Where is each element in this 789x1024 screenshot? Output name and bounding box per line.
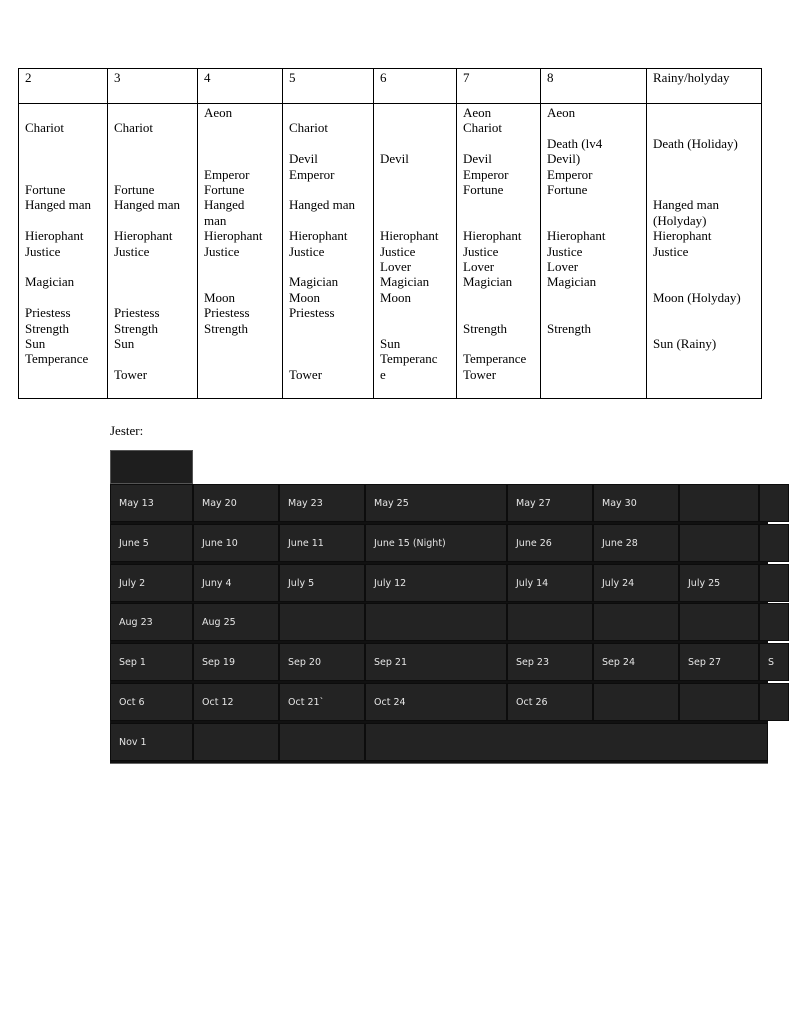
date-cell: June 11 (279, 524, 365, 562)
table-cell (457, 104, 541, 399)
divider (110, 763, 768, 764)
arcana-entry (289, 213, 367, 228)
arcana-entry (653, 274, 755, 289)
arcana-entry: Moon (289, 289, 321, 305)
arcana-entry: Hanged man (653, 197, 720, 213)
arcana-entry (463, 336, 534, 351)
date-cell: Aug 23 (110, 603, 193, 641)
date-cell: Sep 27 (679, 643, 759, 681)
arcana-entry (114, 274, 191, 289)
date-row (110, 564, 768, 602)
arcana-entry (289, 182, 367, 197)
date-row (110, 603, 768, 641)
arcana-entry (114, 151, 191, 166)
arcana-entry (114, 213, 191, 228)
header-cell: Rainy/holyday (647, 69, 762, 104)
arcana-entry: Devil (289, 151, 318, 167)
date-cell: Juny 4 (193, 564, 279, 602)
date-row (110, 723, 768, 761)
date-cell: July 14 (507, 564, 593, 602)
date-cell: Sep 1 (110, 643, 193, 681)
arcana-entry: Emperor (289, 166, 335, 182)
arcana-entry (25, 213, 101, 228)
date-cell: May 23 (279, 484, 365, 522)
table-row (19, 104, 762, 399)
date-cell (193, 723, 279, 761)
table-cell (19, 104, 108, 399)
arcana-entry (380, 167, 450, 182)
arcana-entry: Hanged man (25, 197, 92, 213)
date-cell: Oct 12 (193, 683, 279, 721)
arcana-entry (25, 259, 101, 274)
arcana-entry: Justice (25, 243, 61, 259)
arcana-entry (204, 136, 276, 151)
arcana-entry (463, 213, 534, 228)
arcana-entry (547, 290, 640, 305)
arcana-entry (114, 167, 191, 182)
arcana-entry: Justice (463, 243, 499, 259)
arcana-entry: Emperor (204, 166, 250, 182)
arcana-entry (289, 259, 367, 274)
arcana-entry: Magician (380, 274, 430, 290)
arcana-entry (463, 197, 534, 212)
arcana-entry: Hierophant (380, 228, 439, 244)
date-cell (507, 603, 593, 641)
arcana-entry (380, 305, 450, 320)
arcana-schedule-table (18, 68, 762, 399)
date-cell: May 27 (507, 484, 593, 522)
arcana-entry (380, 120, 450, 135)
date-cell: June 15 (Night) (365, 524, 507, 562)
arcana-entry (114, 105, 191, 120)
header-cell: 3 (108, 69, 198, 104)
table-cell (198, 104, 283, 399)
arcana-entry: Aeon (463, 105, 492, 120)
date-cell (759, 683, 789, 721)
date-row (110, 643, 775, 681)
date-cell (759, 484, 789, 522)
arcana-entry (380, 182, 450, 197)
date-cell: Sep 21 (365, 643, 507, 681)
arcana-entry: Justice (114, 243, 150, 259)
jester-date-grid (110, 484, 775, 764)
arcana-entry: Temperance (25, 351, 89, 367)
arcana-entry: Tower (114, 366, 148, 382)
arcana-entry: Priestess (114, 305, 160, 321)
arcana-entry: Sun (25, 335, 46, 351)
arcana-entry: Hierophant (25, 228, 84, 244)
arcana-entry: Fortune (25, 181, 66, 197)
arcana-entry: Justice (547, 243, 583, 259)
arcana-entry: Emperor (547, 166, 593, 182)
arcana-entry: Priestess (289, 305, 335, 321)
arcana-entry: Hierophant (204, 228, 263, 244)
arcana-entry (463, 136, 534, 151)
arcana-entry (653, 151, 755, 166)
arcana-entry: Hierophant (653, 228, 712, 244)
arcana-entry: Hierophant (289, 228, 348, 244)
date-cell: Oct 24 (365, 683, 507, 721)
date-cell: June 28 (593, 524, 679, 562)
date-cell (759, 524, 789, 562)
date-cell: Sep 24 (593, 643, 679, 681)
date-cell: Oct 21` (279, 683, 365, 721)
arcana-entry: Magician (25, 274, 75, 290)
date-cell: July 25 (679, 564, 759, 602)
date-cell (593, 683, 679, 721)
date-cell: July 12 (365, 564, 507, 602)
arcana-entry (653, 182, 755, 197)
arcana-entry (380, 213, 450, 228)
arcana-entry: Chariot (114, 120, 153, 136)
date-cell: May 20 (193, 484, 279, 522)
date-cell: Nov 1 (110, 723, 193, 761)
header-cell: 5 (283, 69, 374, 104)
arcana-entry: Emperor (463, 166, 509, 182)
jester-grid-corner (110, 450, 193, 484)
date-cell (679, 683, 759, 721)
arcana-entry: Lover (463, 259, 495, 275)
arcana-entry: Priestess (204, 305, 250, 321)
arcana-entry (380, 105, 450, 120)
date-cell (365, 603, 507, 641)
arcana-entry: Justice (653, 243, 689, 259)
arcana-entry (653, 105, 755, 120)
jester-label: Jester: (110, 423, 144, 438)
arcana-entry: Death (lv4 (547, 135, 603, 151)
arcana-entry (547, 120, 640, 135)
arcana-entry: Hanged man (114, 197, 181, 213)
arcana-entry: Priestess (25, 305, 71, 321)
arcana-entry: Devil (380, 151, 409, 167)
arcana-entry: Strength (25, 320, 70, 336)
arcana-entry (204, 151, 276, 166)
date-row (110, 524, 768, 562)
arcana-entry: Strength (114, 320, 159, 336)
arcana-entry (653, 321, 755, 336)
arcana-entry (289, 321, 367, 336)
arcana-entry (204, 259, 276, 274)
arcana-entry: Chariot (25, 120, 64, 136)
header-cell: 7 (457, 69, 541, 104)
header-cell: 8 (541, 69, 647, 104)
arcana-entry (380, 197, 450, 212)
arcana-entry: Fortune (204, 181, 245, 197)
date-cell: June 5 (110, 524, 193, 562)
arcana-entry: (Holyday) (653, 212, 707, 228)
table-cell (541, 104, 647, 399)
arcana-entry: Temperance (463, 351, 527, 367)
arcana-entry: man (204, 212, 227, 228)
arcana-entry (25, 105, 101, 120)
arcana-entry (114, 259, 191, 274)
arcana-entry (653, 259, 755, 274)
date-cell: Oct 26 (507, 683, 593, 721)
date-cell (279, 723, 365, 761)
date-cell: June 10 (193, 524, 279, 562)
date-cell (679, 603, 759, 641)
date-cell: July 5 (279, 564, 365, 602)
table-cell (283, 104, 374, 399)
arcana-entry: e (380, 366, 386, 382)
date-cell: May 30 (593, 484, 679, 522)
date-cell: July 24 (593, 564, 679, 602)
arcana-entry (25, 290, 101, 305)
arcana-entry: Death (Holiday) (653, 135, 738, 151)
date-cell (759, 564, 789, 602)
table-cell (647, 104, 762, 399)
arcana-entry: Tower (463, 366, 497, 382)
arcana-entry: Hanged man (289, 197, 356, 213)
arcana-entry: Magician (289, 274, 339, 290)
header-cell: 2 (19, 69, 108, 104)
date-cell: July 2 (110, 564, 193, 602)
arcana-entry (547, 305, 640, 320)
date-cell: Sep 19 (193, 643, 279, 681)
table-cell (374, 104, 457, 399)
arcana-entry: Strength (463, 320, 508, 336)
header-cell: 6 (374, 69, 457, 104)
arcana-entry (653, 120, 755, 135)
table-cell (108, 104, 198, 399)
date-row (110, 484, 768, 522)
arcana-entry: Moon (Holyday) (653, 289, 741, 305)
arcana-entry (289, 351, 367, 366)
arcana-entry (204, 274, 276, 289)
arcana-entry: Lover (547, 259, 579, 275)
arcana-entry: Fortune (463, 182, 504, 198)
arcana-entry: Justice (289, 243, 325, 259)
arcana-entry: Hierophant (114, 228, 173, 244)
arcana-entry (289, 105, 367, 120)
date-cell (759, 603, 789, 641)
arcana-entry: Strength (547, 320, 592, 336)
arcana-entry: Moon (204, 289, 236, 305)
date-cell (593, 603, 679, 641)
arcana-entry: Justice (204, 243, 240, 259)
arcana-entry: Devil (463, 151, 492, 167)
arcana-entry (653, 167, 755, 182)
arcana-entry: Magician (463, 274, 513, 290)
arcana-entry: Aeon (547, 105, 576, 120)
date-cell: June 26 (507, 524, 593, 562)
arcana-entry: Hierophant (463, 228, 522, 244)
arcana-entry (25, 167, 101, 182)
date-cell (279, 603, 365, 641)
arcana-entry (653, 305, 755, 320)
arcana-entry: Hanged (204, 197, 245, 213)
arcana-entry: Moon (380, 289, 412, 305)
date-cell: Sep 20 (279, 643, 365, 681)
date-cell: May 25 (365, 484, 507, 522)
arcana-entry: Aeon (204, 105, 233, 120)
arcana-entry (114, 351, 191, 366)
arcana-entry (463, 290, 534, 305)
date-row (110, 683, 768, 721)
arcana-entry (380, 321, 450, 336)
arcana-entry: Chariot (289, 120, 328, 136)
arcana-entry (25, 136, 101, 151)
arcana-entry (289, 136, 367, 151)
date-cell (365, 723, 768, 761)
table-header-row (19, 69, 762, 104)
date-cell: Sep 23 (507, 643, 593, 681)
arcana-entry: Tower (289, 366, 323, 382)
arcana-entry: Sun (114, 335, 135, 351)
date-cell (679, 524, 759, 562)
arcana-entry: Sun (380, 335, 401, 351)
arcana-entry (547, 213, 640, 228)
arcana-entry (289, 336, 367, 351)
date-cell (679, 484, 759, 522)
arcana-entry: Magician (547, 274, 597, 290)
arcana-entry: Devil) (547, 151, 581, 167)
arcana-entry: Lover (380, 258, 412, 274)
arcana-entry: Hierophant (547, 228, 606, 244)
arcana-entry (204, 120, 276, 135)
date-cell: May 13 (110, 484, 193, 522)
date-cell: Aug 25 (193, 603, 279, 641)
arcana-entry (114, 136, 191, 151)
arcana-entry: Sun (Rainy) (653, 335, 717, 351)
arcana-entry (547, 197, 640, 212)
arcana-entry: Strength (204, 320, 249, 336)
arcana-entry (25, 151, 101, 166)
arcana-entry (463, 305, 534, 320)
arcana-entry: Fortune (114, 181, 155, 197)
arcana-entry: Justice (380, 243, 416, 259)
arcana-entry (114, 290, 191, 305)
date-cell: Oct 6 (110, 683, 193, 721)
arcana-entry (380, 136, 450, 151)
header-cell: 4 (198, 69, 283, 104)
date-cell: S (759, 643, 789, 681)
arcana-entry: Temperanc (380, 351, 438, 367)
arcana-entry: Fortune (547, 182, 588, 198)
arcana-entry: Chariot (463, 120, 502, 136)
